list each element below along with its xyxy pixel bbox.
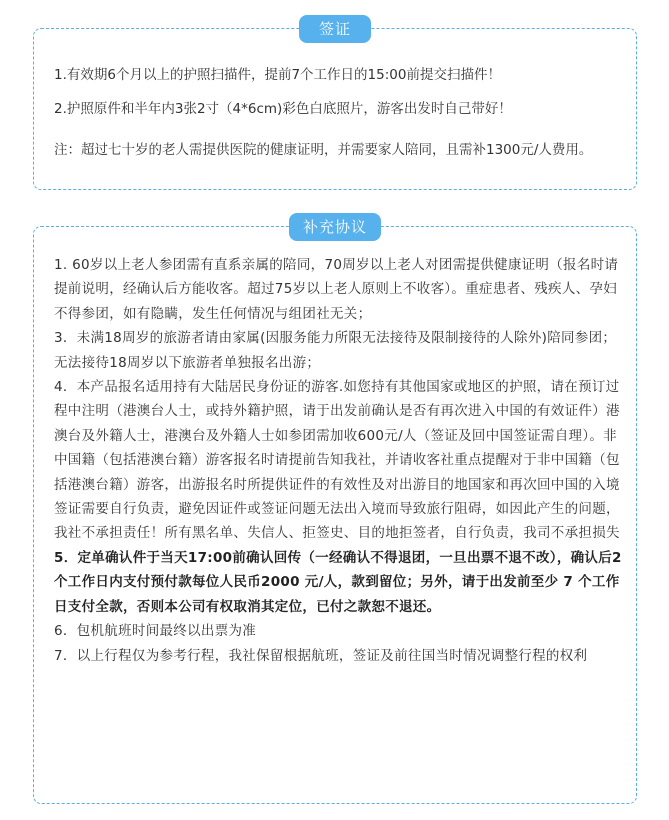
visa-item-1: 1.有效期6个月以上的护照扫描件，提前7个工作日的15:00前提交扫描件！ — [54, 67, 501, 83]
visa-item-2: 2.护照原件和半年内3张2寸（4*6cm)彩色白底照片，游客出发时自己带好！ — [54, 101, 512, 117]
supplement-item-6: 6．包机航班时间最终以出票为准 — [54, 623, 257, 640]
supplement-item-4: 4．本产品报名适用持有大陆居民身份证的游客.如您持有其他国家或地区的护照，请在预订过程中注明（港澳台人士，或持外籍护照，请于出发前确认是否有再次进入中国的有效证件）港澳台及外籍人士，港澳台及外籍人士如参团需加收600元/人（签证及回中国签证需自理）。非中国籍（包括港澳台籍）游客报名时请提前告知我社，并请收客社重点提醒对于非中国籍（包括港澳台籍）游客，出游报名时所提供证件的有效性及对出游目的地国家和再次回中国的入境签证需要自行负责，避免因证件或签证问题无法出入境而导致旅行阻碍，如因此产生的问题，我社不承担责任！所有黑名单、失信人、拒签史、目的地拒签者，自行负责，我司不承担损失 — [54, 379, 620, 542]
visa-section — [33, 20, 637, 190]
supplement-item-1: 1. 60岁以上老人参团需有直系亲属的陪同，70周岁以上老人对团需提供健康证明（报名时请提前说明，经确认后方能收客。超过75岁以上老人原则上不收客）。重症患者、残疾人、孕妇不得参团，如有隐瞒，发生任何情况与组团社无关； — [54, 257, 619, 322]
supplement-section — [33, 218, 637, 804]
supplement-item-5: 5．定单确认件于当天17:00前确认回传（一经确认不得退团，一旦出票不退不改），确认后2 个工作日内支付预付款每位人民币2000 元/人，款到留位；另外，请于出发前至少 7 个工作日支付全款，否则本公司有权取消其定位，已付之款恕不退还。 — [54, 549, 622, 615]
supplement-list — [54, 253, 622, 668]
visa-section-title: 签证 — [299, 15, 371, 43]
supplement-item-3: 3．未满18周岁的旅游者请由家属(因服务能力所限无法接待及限制接待的人除外)陪同参团；无法接待18周岁以下旅游者单独报名出游； — [54, 330, 617, 371]
supplement-section-title: 补充协议 — [289, 213, 381, 241]
supplement-item-7: 7．以上行程仅为参考行程，我社保留根据航班，签证及前往国当时情况调整行程的权利 — [54, 647, 588, 664]
visa-note: 注：超过七十岁的老人需提供医院的健康证明，并需要家人陪同，且需补1300元/人费用。 — [54, 142, 593, 158]
